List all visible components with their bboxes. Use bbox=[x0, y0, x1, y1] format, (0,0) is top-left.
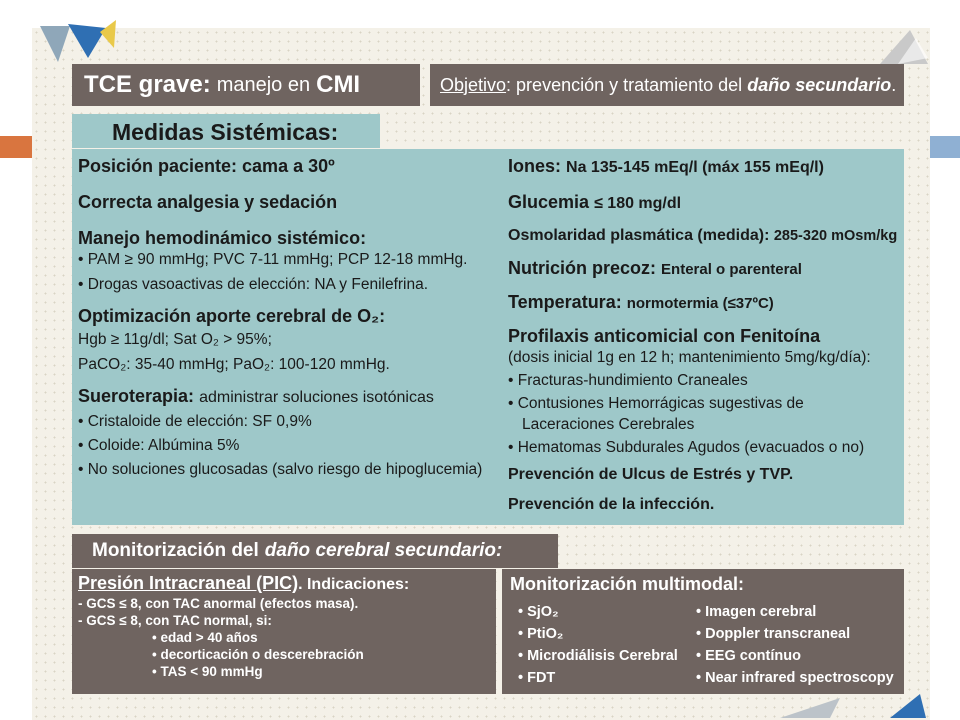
iones-text: Na 135-145 mEq/l (máx 155 mEq/l) bbox=[566, 159, 824, 176]
multimodal-item: • Near infrared spectroscopy bbox=[696, 670, 894, 686]
optimizacion-item-2: PaCO₂: 35-40 mmHg; PaO₂: 100-120 mmHg. bbox=[78, 356, 390, 373]
profilaxis-item-3: • Hematomas Subdurales Agudos (evacuados o no) bbox=[508, 439, 865, 456]
multimodal-item: • Doppler transcraneal bbox=[696, 626, 851, 642]
optimizacion-item-1: Hgb ≥ 11g/dl; Sat O₂ > 95%; bbox=[78, 331, 272, 348]
optimizacion-heading: Optimización aporte cerebral de O₂: bbox=[78, 306, 386, 326]
monitorizacion-title: Monitorización del bbox=[92, 540, 259, 561]
hemodinamico-item-2: • Drogas vasoactivas de elección: NA y Fenilefrina. bbox=[78, 276, 429, 293]
corner-decoration-top-right bbox=[870, 24, 930, 68]
monitorizacion-title-emphasis: daño cerebral secundario: bbox=[264, 540, 503, 561]
objective-end: . bbox=[891, 74, 897, 95]
glucemia-text: ≤ 180 mg/dl bbox=[594, 195, 682, 212]
osmolaridad-title: Osmolaridad plasmática (medida): bbox=[508, 227, 770, 244]
objective-emphasis: daño secundario bbox=[747, 74, 892, 95]
multimodal-title: Monitorización multimodal: bbox=[510, 574, 744, 594]
pic-criterion-1: • edad > 40 años bbox=[152, 630, 258, 645]
profilaxis-subtitle: (dosis inicial 1g en 12 h; mantenimiento 5mg/kg/día): bbox=[508, 349, 871, 366]
pic-title-end: . Indicaciones: bbox=[298, 576, 410, 593]
profilaxis-item-1: • Fracturas-hundimiento Craneales bbox=[508, 372, 748, 389]
multimodal-item: • Microdiálisis Cerebral bbox=[518, 648, 678, 664]
pic-title-main: Presión Intracraneal (PIC) bbox=[78, 573, 299, 593]
nutricion-title: Nutrición precoz: bbox=[508, 258, 657, 278]
sueroterapia-item-2: • Coloide: Albúmina 5% bbox=[78, 437, 240, 454]
posicion-heading: Posición paciente: cama a 30º bbox=[78, 156, 335, 176]
iones-title: Iones: bbox=[508, 156, 562, 176]
temperatura-title: Temperatura: bbox=[508, 292, 622, 312]
monitorizacion-heading bbox=[72, 534, 558, 568]
multimodal-item: • Imagen cerebral bbox=[696, 604, 817, 620]
osmolaridad-line bbox=[508, 225, 900, 247]
orange-accent-bar bbox=[0, 136, 32, 158]
iones-line bbox=[508, 155, 900, 179]
sueroterapia-heading bbox=[78, 385, 498, 409]
multimodal-item: • EEG contínuo bbox=[696, 648, 801, 664]
sueroterapia-item-1: • Cristaloide de elección: SF 0,9% bbox=[78, 413, 312, 430]
pic-title bbox=[78, 573, 490, 595]
title-end: CMI bbox=[316, 71, 361, 98]
temperatura-text: normotermia (≤37ºC) bbox=[626, 295, 774, 312]
objective-box bbox=[430, 64, 904, 106]
multimodal-column-1 bbox=[518, 601, 678, 689]
glucemia-title: Glucemia bbox=[508, 192, 590, 212]
nutricion-line bbox=[508, 257, 900, 281]
pic-indication-1: - GCS ≤ 8, con TAC anormal (efectos masa). bbox=[78, 596, 359, 611]
corner-decoration-top-left bbox=[30, 18, 120, 68]
pic-box bbox=[72, 568, 496, 694]
sueroterapia-item-3: • No soluciones glucosadas (salvo riesgo de hipoglucemia) bbox=[78, 461, 483, 478]
medidas-right-column bbox=[508, 153, 900, 516]
temperatura-line bbox=[508, 291, 900, 315]
medidas-left-column bbox=[78, 153, 498, 480]
multimodal-box bbox=[502, 568, 904, 694]
title-mid: manejo en bbox=[216, 73, 311, 96]
pic-criterion-3: • TAS < 90 mmHg bbox=[152, 664, 263, 679]
sueroterapia-title: Sueroterapia: bbox=[78, 386, 195, 406]
nutricion-text: Enteral o parenteral bbox=[661, 261, 802, 278]
medidas-heading: Medidas Sistémicas: bbox=[72, 114, 380, 150]
glucemia-line bbox=[508, 191, 900, 215]
hemodinamico-heading: Manejo hemodinámico sistémico: bbox=[78, 228, 367, 248]
multimodal-item: • PtiO₂ bbox=[518, 626, 564, 642]
slide-title bbox=[72, 64, 420, 106]
objective-label: Objetivo bbox=[440, 74, 507, 95]
osmolaridad-text: 285-320 mOsm/kg bbox=[773, 228, 898, 244]
multimodal-column-2 bbox=[696, 601, 894, 689]
pic-criterion-2: • decorticación o descerebración bbox=[152, 647, 364, 662]
pic-indication-2: - GCS ≤ 8, con TAC normal, si: bbox=[78, 613, 272, 628]
sueroterapia-text: administrar soluciones isotónicas bbox=[199, 389, 434, 406]
objective-text: : prevención y tratamiento del bbox=[506, 74, 743, 95]
hemodinamico-item-1: • PAM ≥ 90 mmHg; PVC 7-11 mmHg; PCP 12-18 mmHg. bbox=[78, 251, 468, 268]
infeccion-line: Prevención de la infección. bbox=[508, 496, 715, 513]
multimodal-item: • SjO₂ bbox=[518, 604, 559, 620]
ulcus-line: Prevención de Ulcus de Estrés y TVP. bbox=[508, 466, 794, 483]
corner-decoration-bottom-right bbox=[770, 692, 930, 720]
analgesia-heading: Correcta analgesia y sedación bbox=[78, 192, 338, 212]
blue-accent-bar bbox=[930, 136, 960, 158]
profilaxis-item-2: • Contusiones Hemorrágicas sugestivas de Laceraciones Cerebrales bbox=[508, 395, 804, 433]
multimodal-item: • FDT bbox=[518, 670, 556, 686]
title-bold: TCE grave: bbox=[84, 71, 211, 98]
profilaxis-heading: Profilaxis anticomicial con Fenitoína bbox=[508, 326, 821, 346]
medidas-panel bbox=[72, 148, 904, 525]
